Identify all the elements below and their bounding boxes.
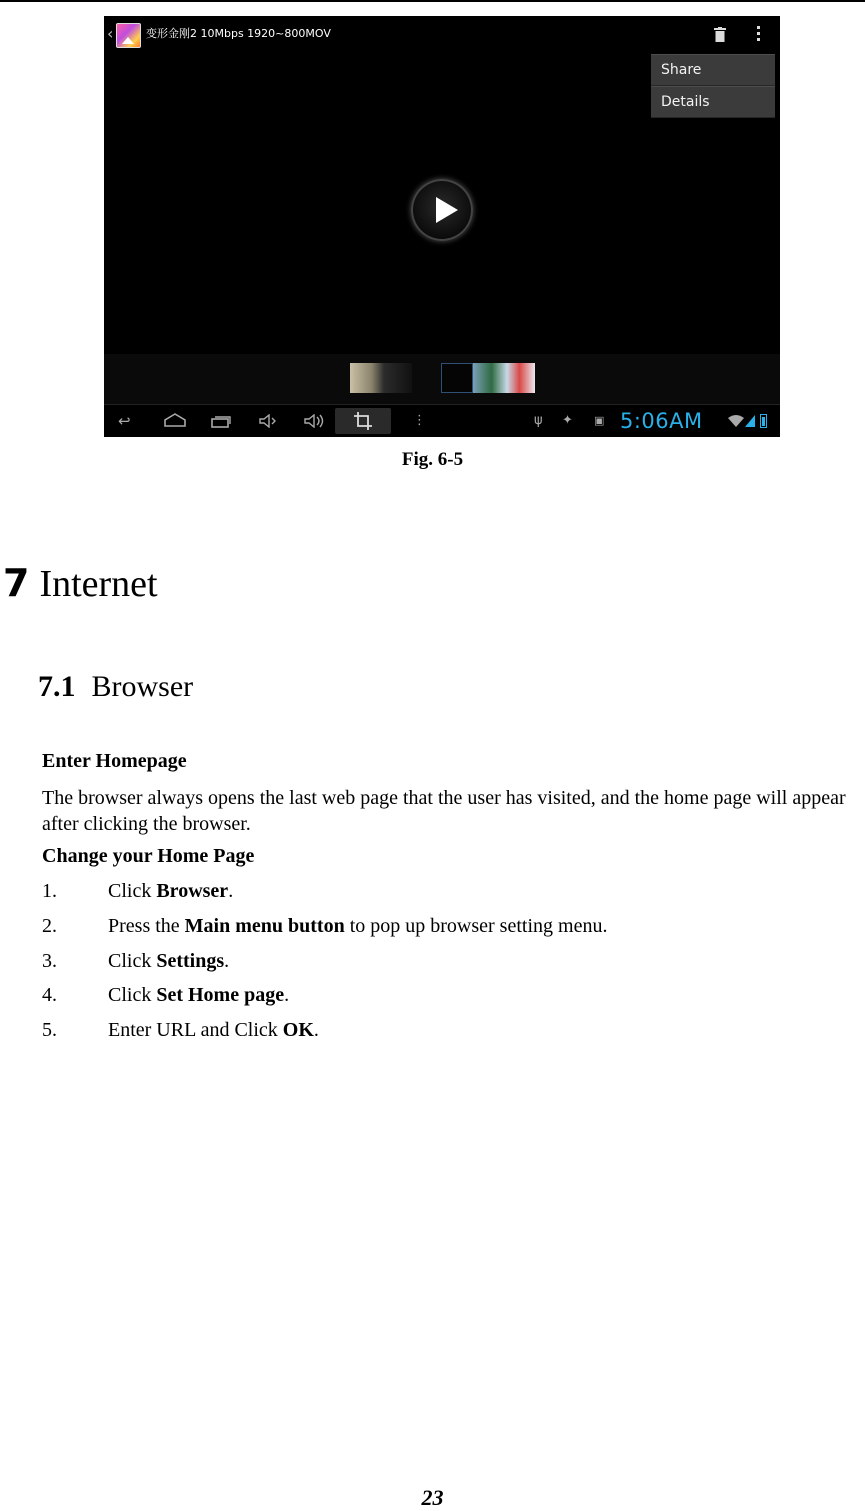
step-number: 4. xyxy=(42,984,57,1006)
step-text: Click xyxy=(108,984,157,1006)
step-bold: OK xyxy=(282,1019,314,1041)
home-icon[interactable] xyxy=(164,413,186,427)
figure-caption: Fig. 6-5 xyxy=(401,449,464,470)
video-player-screenshot xyxy=(104,16,780,437)
back-icon[interactable]: ↩ xyxy=(118,412,131,430)
filmstrip xyxy=(104,354,780,404)
step-number: 5. xyxy=(42,1019,57,1041)
notification-icon: ▣ xyxy=(594,414,605,427)
list-item xyxy=(42,982,289,1008)
enter-homepage-heading: Enter Homepage xyxy=(42,750,187,772)
step-bold: Settings xyxy=(156,950,225,972)
step-text: . xyxy=(228,880,234,902)
enter-homepage-body: The browser always opens the last web page that the user has visited, and the home page will appear after clicking the browser. xyxy=(42,787,846,835)
step-number: 1. xyxy=(42,880,57,902)
step-text: Click xyxy=(108,950,157,972)
list-item xyxy=(42,878,233,904)
signal-icon xyxy=(745,415,755,427)
usb-debug-icon: ✦ xyxy=(562,413,573,428)
overflow-popup-menu xyxy=(651,54,775,118)
menu-item-details[interactable]: Details xyxy=(651,86,775,118)
trash-icon[interactable] xyxy=(714,27,726,42)
menu-dots-icon[interactable]: ⋮ xyxy=(413,413,426,428)
list-item xyxy=(42,1017,319,1043)
step-text: . xyxy=(284,984,290,1006)
system-nav-bar xyxy=(104,404,780,437)
step-bold: Main menu button xyxy=(184,915,345,937)
battery-icon xyxy=(760,414,767,428)
step-text: . xyxy=(313,1019,319,1041)
video-thumbnail[interactable] xyxy=(350,363,412,393)
recent-apps-icon[interactable] xyxy=(211,414,233,428)
overflow-menu-icon[interactable] xyxy=(757,26,761,43)
chevron-left-icon[interactable]: ‹ xyxy=(107,24,114,43)
step-bold: Set Home page xyxy=(156,984,285,1006)
step-number: 3. xyxy=(42,950,57,972)
chapter-number: 7 xyxy=(3,561,30,605)
step-text: . xyxy=(224,950,230,972)
gallery-app-icon[interactable] xyxy=(116,23,141,48)
step-number: 2. xyxy=(42,915,57,937)
step-text: Press the xyxy=(108,915,185,937)
step-text: Enter URL and Click xyxy=(108,1019,283,1041)
video-thumbnail[interactable] xyxy=(473,363,535,393)
section-number: 7.1 xyxy=(38,670,76,703)
usb-icon: ψ xyxy=(534,413,543,428)
video-title: 变形金刚2 10Mbps 1920~800MOV xyxy=(146,27,331,40)
volume-down-icon[interactable] xyxy=(259,414,281,428)
step-text: to pop up browser setting menu. xyxy=(344,915,608,937)
list-item xyxy=(42,948,229,974)
change-home-heading: Change your Home Page xyxy=(42,845,255,867)
play-icon[interactable] xyxy=(411,179,473,241)
volume-up-icon[interactable] xyxy=(304,414,326,428)
status-clock: 5:06AM xyxy=(620,409,703,433)
menu-item-share[interactable]: Share xyxy=(651,54,775,86)
section-title: Browser xyxy=(91,670,194,703)
page-number: 23 xyxy=(421,1485,444,1510)
chapter-heading xyxy=(3,560,158,607)
top-rule xyxy=(0,0,865,2)
list-item xyxy=(42,913,607,939)
video-thumbnail-selected[interactable] xyxy=(441,363,473,393)
step-text: Click xyxy=(108,880,157,902)
action-bar xyxy=(104,16,780,54)
wifi-icon xyxy=(728,415,744,427)
section-heading xyxy=(38,669,193,705)
step-bold: Browser xyxy=(156,880,229,902)
crop-icon[interactable] xyxy=(354,412,372,430)
chapter-title: Internet xyxy=(39,563,158,605)
